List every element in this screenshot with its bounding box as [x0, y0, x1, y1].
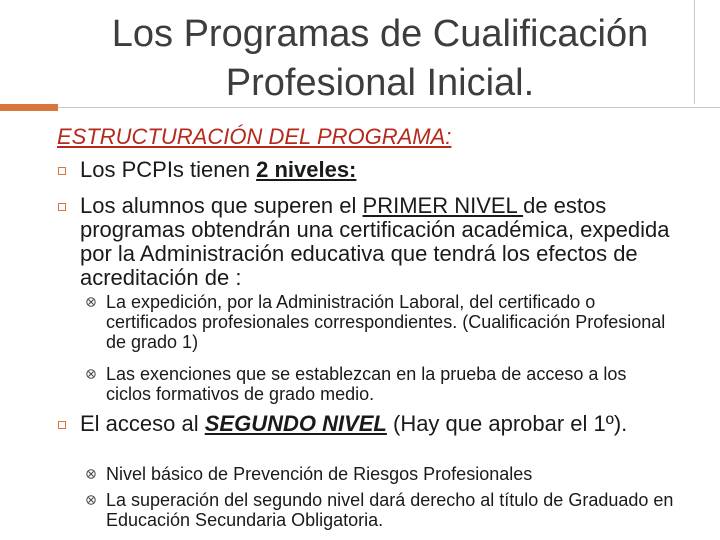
- sub-bullet-item: [86, 364, 676, 404]
- cross-bullet-icon: [86, 297, 96, 307]
- square-bullet-icon: [58, 421, 66, 429]
- sub-bullet-text: Nivel básico de Prevención de Riesgos Profesionales: [106, 464, 533, 484]
- bullet-2-emphasis: PRIMER NIVEL: [362, 193, 524, 218]
- sub-bullet-item: [86, 464, 676, 484]
- slide-title: [60, 10, 700, 108]
- bullet-text-1: [80, 158, 356, 182]
- cross-bullet-icon: [86, 495, 96, 505]
- cross-bullet-icon: [86, 369, 96, 379]
- title-line-1: Los Programas de Cualificación: [111, 13, 649, 55]
- bullet-3-emphasis: SEGUNDO NIVEL: [204, 411, 387, 436]
- bullet-1-lead: Los PCPIs tienen: [80, 157, 257, 182]
- sub-bullet-text: La expedición, por la Administración Laboral, del certificado o certificados profesionales correspondientes. (Cualificación Profesional de grado 1): [106, 292, 666, 352]
- bullet-3-post: (Hay que aprobar el 1º).: [386, 411, 628, 436]
- square-bullet-icon: [58, 203, 66, 211]
- sub-bullet-item: [86, 292, 676, 352]
- section-heading: ESTRUCTURACIÓN DEL PROGRAMA:: [57, 124, 452, 149]
- title-line-2: Profesional Inicial.: [225, 62, 535, 104]
- accent-bar: [0, 104, 58, 111]
- bullet-1-emphasis: 2 niveles:: [256, 157, 357, 182]
- cross-bullet-icon: [86, 469, 96, 479]
- bullet-item-3: [58, 412, 688, 436]
- sub-bullet-item: [86, 490, 696, 530]
- bullet-3-pre: El acceso al: [80, 411, 205, 436]
- sub-bullet-text: La superación del segundo nivel dará derecho al título de Graduado en Educación Secundaria Obligatoria.: [106, 490, 674, 530]
- bullet-item-2: [58, 194, 688, 290]
- sub-bullet-text: Las exenciones que se establezcan en la prueba de acceso a los ciclos formativos de grado medio.: [106, 364, 627, 404]
- bullet-item-1: [58, 158, 698, 182]
- bullet-text-2: [80, 194, 680, 290]
- divider-horizontal: [58, 107, 720, 108]
- bullet-text-3: [80, 412, 670, 436]
- bullet-2-post: de estos programas obtendrán una certificación académica, expedida por la Administración educativa que tendrá los efectos de acreditación de :: [80, 193, 670, 290]
- square-bullet-icon: [58, 167, 66, 175]
- bullet-2-pre: Los alumnos que superen el: [80, 193, 363, 218]
